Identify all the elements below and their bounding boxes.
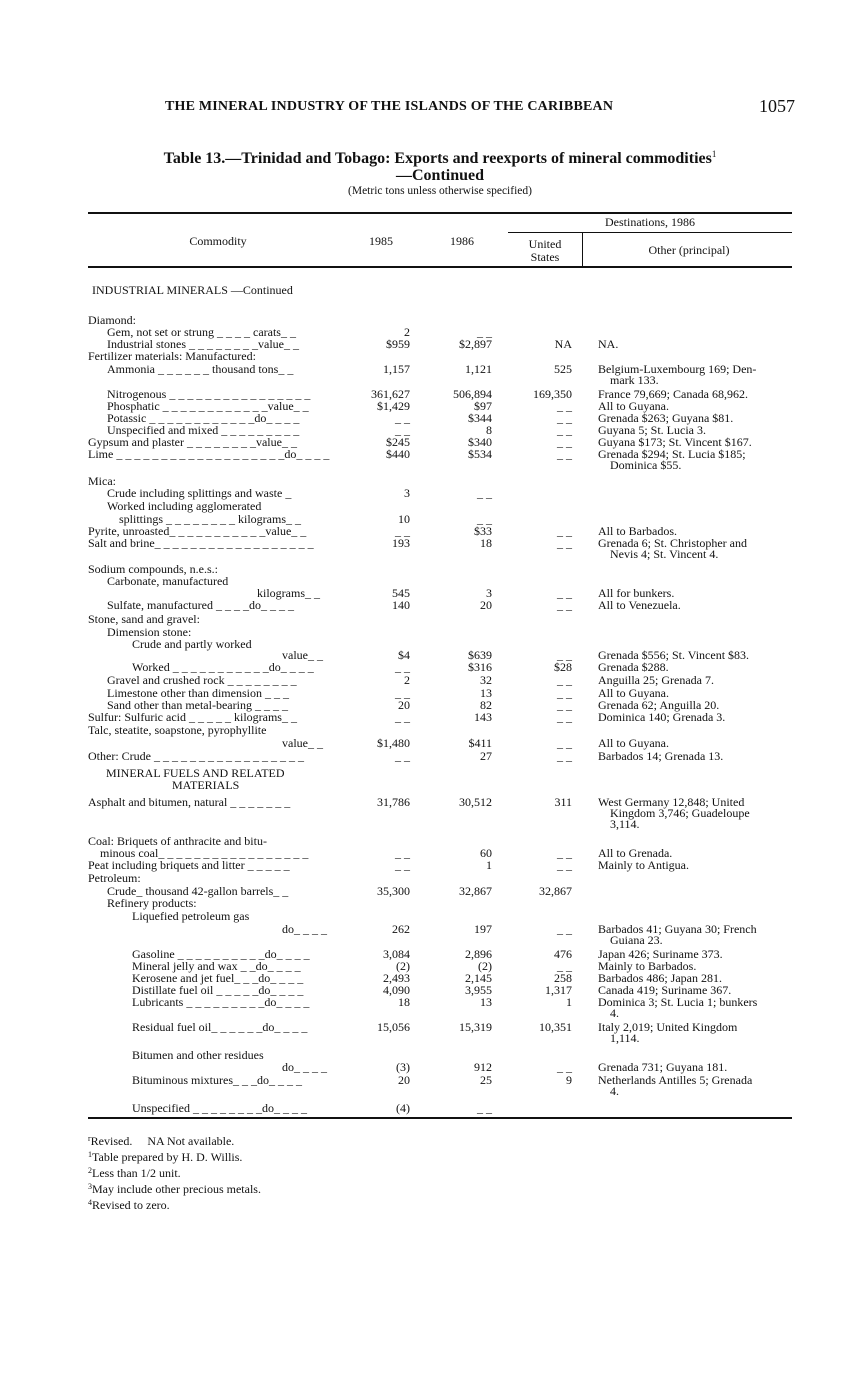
commodity-cell: Bitumen and other residues — [132, 1048, 264, 1062]
commodity-cell: Mineral jelly and wax _ _do_ _ _ _ — [132, 959, 301, 973]
value-1986-cell: 8 — [486, 423, 492, 437]
value-1986-cell: $316 — [468, 660, 492, 674]
commodity-cell: MATERIALS — [172, 778, 240, 792]
other-destinations-cell — [598, 600, 796, 611]
value-1985-cell: 2,493 — [383, 971, 410, 985]
other-destinations-line: NA. — [598, 337, 619, 351]
value-1985-cell: 18 — [398, 995, 410, 1009]
value-1985-cell: $440 — [386, 447, 410, 461]
value-1986-cell: $33 — [474, 524, 492, 538]
value-1985-cell: $4 — [398, 648, 410, 662]
united-states-line1: United — [528, 237, 562, 251]
value-1985-cell: 20 — [398, 698, 410, 712]
other-destinations-line: Japan 426; Suriname 373. — [598, 947, 723, 961]
other-destinations-cell — [598, 1022, 796, 1044]
other-destinations-line: Netherlands Antilles 5; Grenada — [598, 1073, 753, 1087]
value-1985-cell: $1,480 — [377, 736, 410, 750]
value-1986-cell: 3,955 — [465, 983, 492, 997]
value-1986-cell: 2,896 — [465, 947, 492, 961]
value-1986-cell: 13 — [480, 686, 492, 700]
value-1986-cell: 25 — [480, 1073, 492, 1087]
footnote — [88, 1148, 261, 1164]
table-bottom-rule — [88, 1117, 792, 1119]
united-states-cell: _ _ — [557, 686, 572, 700]
united-states-cell: 9 — [566, 1073, 572, 1087]
other-destinations-continuation: 1,114. — [610, 1031, 640, 1045]
united-states-cell: _ _ — [557, 435, 572, 449]
commodity-cell: Sand other than metal-bearing _ _ _ _ — [107, 698, 288, 712]
value-1986-cell: $411 — [468, 736, 492, 750]
value-1985-cell: _ _ — [395, 411, 410, 425]
other-destinations-line: France 79,669; Canada 68,962. — [598, 387, 748, 401]
value-1985-cell: $245 — [386, 435, 410, 449]
value-1986-cell: 32,867 — [459, 884, 492, 898]
commodity-cell: Lubricants _ _ _ _ _ _ _ _ _do_ _ _ _ — [132, 995, 310, 1009]
value-1986-cell: 2,145 — [465, 971, 492, 985]
commodity-cell: splittings _ _ _ _ _ _ _ _ kilograms_ _ — [119, 512, 302, 526]
commodity-cell: Peat including briquets and litter _ _ _ _ _ — [88, 858, 290, 872]
other-destinations-line: All to Barbados. — [598, 524, 677, 538]
value-1986-cell: $534 — [468, 447, 492, 461]
value-1986-cell: $639 — [468, 648, 492, 662]
commodity-cell: Unspecified and mixed _ _ _ _ _ _ _ _ _ — [107, 423, 300, 437]
commodity-cell: Refinery products: — [107, 896, 197, 910]
value-1985-cell: 2 — [404, 325, 410, 339]
commodity-cell: Pyrite, unroasted_ _ _ _ _ _ _ _ _ _ _value_ _ — [88, 524, 307, 538]
other-destinations-line: Grenada $288. — [598, 660, 669, 674]
value-1986-cell: $344 — [468, 411, 492, 425]
footnote-text: May include other precious metals. — [92, 1182, 261, 1196]
value-1985-cell: 2 — [404, 673, 410, 687]
other-destinations-line: Italy 2,019; United Kingdom — [598, 1020, 738, 1034]
other-destinations-line: Grenada 62; Anguilla 20. — [598, 698, 720, 712]
table-title-line1: Table 13.—Trinidad and Tobago: Exports and reexports of mineral commodities — [163, 150, 712, 167]
commodity-cell: Residual fuel oil_ _ _ _ _ _do_ _ _ _ — [132, 1020, 308, 1034]
united-states-cell: 525 — [554, 362, 572, 376]
united-states-cell: _ _ — [557, 524, 572, 538]
value-1985-cell: $959 — [386, 337, 410, 351]
value-1986-cell: 32 — [480, 673, 492, 687]
other-destinations-cell — [598, 662, 796, 673]
commodity-cell: value_ _ — [282, 736, 323, 750]
united-states-cell: _ _ — [557, 586, 572, 600]
value-1986-cell: 18 — [480, 536, 492, 550]
commodity-cell: Lime _ _ _ _ _ _ _ _ _ _ _ _ _ _ _ _ _ _ _do_ _ _ _ — [88, 447, 330, 461]
value-1985-cell: _ _ — [395, 858, 410, 872]
other-destinations-line: Grenada $556; St. Vincent $83. — [598, 648, 750, 662]
footnote-mark: 4 — [88, 1198, 92, 1207]
value-1985-cell: 361,627 — [371, 387, 410, 401]
other-destinations-line: Barbados 486; Japan 281. — [598, 971, 722, 985]
united-states-cell: _ _ — [557, 648, 572, 662]
commodity-cell: Fertilizer materials: Manufactured: — [88, 349, 256, 363]
commodity-cell: do_ _ _ _ — [282, 922, 327, 936]
united-states-cell: _ _ — [557, 749, 572, 763]
value-1985-cell: 1,157 — [383, 362, 410, 376]
other-destinations-line: Grenada $294; St. Lucia $185; — [598, 447, 746, 461]
other-destinations-continuation: mark 133. — [610, 373, 659, 387]
value-1985-cell: _ _ — [395, 423, 410, 437]
value-1986-cell: 27 — [480, 749, 492, 763]
other-destinations-cell — [598, 797, 796, 830]
other-destinations-line: Grenada $263; Guyana $81. — [598, 411, 734, 425]
commodity-cell: Gasoline _ _ _ _ _ _ _ _ _ _do_ _ _ _ — [132, 947, 310, 961]
commodity-cell: Gypsum and plaster _ _ _ _ _ _ _ _value_ _ — [88, 435, 297, 449]
other-destinations-line: All to Guyana. — [598, 399, 669, 413]
value-1985-cell: 140 — [392, 598, 410, 612]
other-destinations-line: All to Guyana. — [598, 686, 669, 700]
other-destinations-line: Mainly to Barbados. — [598, 959, 697, 973]
running-title: THE MINERAL INDUSTRY OF THE ISLANDS OF THE CARIBBEAN — [165, 99, 614, 114]
commodity-cell: Mica: — [88, 474, 116, 488]
table-title-line2: —Continued — [395, 167, 485, 184]
commodity-cell: Carbonate, manufactured — [107, 574, 229, 588]
other-destinations-cell — [598, 738, 796, 749]
other-destinations-line: Dominica 140; Grenada 3. — [598, 710, 726, 724]
value-1986-cell: (2) — [478, 959, 492, 973]
value-1985-cell: _ _ — [395, 686, 410, 700]
commodity-cell: Diamond: — [88, 313, 136, 327]
other-destinations-line: West Germany 12,848; United — [598, 795, 745, 809]
other-destinations-line: Mainly to Antigua. — [598, 858, 689, 872]
other-destinations-line: Guyana 5; St. Lucia 3. — [598, 423, 706, 437]
other-destinations-line: Grenada 6; St. Christopher and — [598, 536, 747, 550]
footnote — [88, 1164, 261, 1180]
united-states-line2: States — [530, 250, 560, 264]
value-1986-cell: _ _ — [477, 1101, 492, 1115]
commodity-cell: Sulfate, manufactured _ _ _ _do_ _ _ _ — [107, 598, 294, 612]
value-1986-cell: 30,512 — [459, 795, 492, 809]
year-1985-header: 1985 — [369, 234, 393, 248]
other-destinations-line: Canada 419; Suriname 367. — [598, 983, 732, 997]
commodity-cell: Coal: Briquets of anthracite and bitu- — [88, 834, 267, 848]
value-1985-cell: 545 — [392, 586, 410, 600]
value-1986-cell: 197 — [474, 922, 492, 936]
commodity-cell: Other: Crude _ _ _ _ _ _ _ _ _ _ _ _ _ _ _ _ _ — [88, 749, 304, 763]
value-1985-cell: 10 — [398, 512, 410, 526]
value-1986-cell: _ _ — [477, 325, 492, 339]
value-1985-cell: (3) — [396, 1060, 410, 1074]
commodity-cell: Petroleum: — [88, 871, 141, 885]
united-states-cell: _ _ — [557, 411, 572, 425]
other-destinations-cell — [598, 860, 796, 871]
value-1985-cell: 35,300 — [377, 884, 410, 898]
commodity-cell: Stone, sand and gravel: — [88, 612, 200, 626]
value-1985-cell: _ _ — [395, 710, 410, 724]
united-states-cell: 258 — [554, 971, 572, 985]
footnote — [88, 1180, 261, 1196]
value-1985-cell: 3 — [404, 486, 410, 500]
value-1986-cell: 506,894 — [453, 387, 492, 401]
title-footnote-mark: 1 — [711, 149, 717, 159]
commodity-cell: value_ _ — [282, 648, 323, 662]
other-destinations-line: All for bunkers. — [598, 586, 675, 600]
commodity-cell: Limestone other than dimension _ _ _ — [107, 686, 289, 700]
other-destinations-continuation: Dominica $55. — [610, 458, 682, 472]
united-states-cell: 169,350 — [533, 387, 572, 401]
other-destinations-line: Guyana $173; St. Vincent $167. — [598, 435, 752, 449]
united-states-cell: _ _ — [557, 536, 572, 550]
united-states-cell: 476 — [554, 947, 572, 961]
united-states-cell: _ _ — [557, 959, 572, 973]
other-destinations-cell — [598, 1075, 796, 1097]
commodity-cell: MINERAL FUELS AND RELATED — [106, 766, 285, 780]
footnote-mark: 1 — [88, 1150, 92, 1159]
united-states-cell: _ _ — [557, 598, 572, 612]
other-destinations-line: Grenada 731; Guyana 181. — [598, 1060, 728, 1074]
united-states-cell: _ _ — [557, 673, 572, 687]
other-destinations-cell — [598, 364, 796, 386]
commodity-cell: Ammonia _ _ _ _ _ _ thousand tons_ _ — [107, 362, 294, 376]
other-destinations-cell — [598, 751, 796, 762]
value-1986-cell: 143 — [474, 710, 492, 724]
value-1986-cell: $2,897 — [459, 337, 492, 351]
other-destinations-cell — [598, 997, 796, 1019]
other-destinations-continuation: 4. — [610, 1084, 619, 1098]
united-states-cell: _ _ — [557, 447, 572, 461]
other-destinations-cell — [598, 538, 796, 560]
commodity-cell: Crude and partly worked — [132, 637, 252, 651]
other-destinations-continuation: 4. — [610, 1006, 619, 1020]
value-1986-cell: 1 — [486, 858, 492, 872]
value-1986-cell: 82 — [480, 698, 492, 712]
commodity-cell: Nitrogenous _ _ _ _ _ _ _ _ _ _ _ _ _ _ _ _ — [107, 387, 311, 401]
value-1986-cell: 20 — [480, 598, 492, 612]
value-1985-cell: $1,429 — [377, 399, 410, 413]
commodity-cell: Phosphatic _ _ _ _ _ _ _ _ _ _ _ _value_ _ — [107, 399, 309, 413]
other-destinations-line: All to Grenada. — [598, 846, 673, 860]
value-1985-cell: 15,056 — [377, 1020, 410, 1034]
commodity-cell: Bituminous mixtures_ _ _do_ _ _ _ — [132, 1073, 303, 1087]
united-states-cell: _ _ — [557, 846, 572, 860]
other-principal-header: Other (principal) — [648, 243, 730, 257]
value-1986-cell: 60 — [480, 846, 492, 860]
value-1986-cell: 15,319 — [459, 1020, 492, 1034]
commodity-cell: Talc, steatite, soapstone, pyrophyllite — [88, 723, 267, 737]
commodity-cell: Liquefied petroleum gas — [132, 909, 250, 923]
united-states-cell: _ _ — [557, 698, 572, 712]
other-destinations-line: Barbados 14; Grenada 13. — [598, 749, 724, 763]
footnote-text: Revised. NA Not available. — [90, 1134, 235, 1148]
commodity-cell: INDUSTRIAL MINERALS —Continued — [92, 283, 293, 297]
value-1985-cell: _ _ — [395, 524, 410, 538]
united-states-cell: _ _ — [557, 399, 572, 413]
united-states-cell: 10,351 — [539, 1020, 572, 1034]
footnote — [88, 1132, 261, 1148]
commodity-cell: Dimension stone: — [107, 625, 192, 639]
commodity-cell: do_ _ _ _ — [282, 1060, 327, 1074]
value-1986-cell: $97 — [474, 399, 492, 413]
united-states-cell: _ _ — [557, 423, 572, 437]
other-destinations-line: Anguilla 25; Grenada 7. — [598, 673, 714, 687]
other-destinations-line: All to Guyana. — [598, 736, 669, 750]
value-1985-cell: 31,786 — [377, 795, 410, 809]
united-states-cell: _ _ — [557, 1060, 572, 1074]
footnote-text: Less than 1/2 unit. — [92, 1166, 181, 1180]
other-destinations-cell — [598, 712, 796, 723]
united-states-cell: _ _ — [557, 922, 572, 936]
commodity-cell: Crude_ thousand 42-gallon barrels_ _ — [107, 884, 289, 898]
other-destinations-cell — [598, 339, 796, 350]
footnote-mark: 2 — [88, 1166, 92, 1175]
commodity-cell: Sodium compounds, n.e.s.: — [88, 562, 219, 576]
united-states-cell: 311 — [554, 795, 572, 809]
commodity-cell: Unspecified _ _ _ _ _ _ _ _do_ _ _ _ — [132, 1101, 307, 1115]
commodity-cell: Gem, not set or strung _ _ _ _ carats_ _ — [107, 325, 296, 339]
value-1986-cell: _ _ — [477, 486, 492, 500]
united-states-cell: _ _ — [557, 736, 572, 750]
destinations-header: Destinations, 1986 — [605, 215, 695, 229]
united-states-cell: NA — [554, 337, 572, 351]
other-destinations-line: Dominica 3; St. Lucia 1; bunkers — [598, 995, 758, 1009]
other-destinations-continuation: Kingdom 3,746; Guadeloupe — [610, 806, 750, 820]
value-1986-cell: _ _ — [477, 512, 492, 526]
other-destinations-continuation: 3,114. — [610, 817, 640, 831]
year-1986-header: 1986 — [450, 234, 474, 248]
united-states-cell: 1 — [566, 995, 572, 1009]
value-1985-cell: (2) — [396, 959, 410, 973]
value-1985-cell: 193 — [392, 536, 410, 550]
commodity-cell: Distillate fuel oil _ _ _ _ _do_ _ _ _ — [132, 983, 304, 997]
united-states-cell: $28 — [554, 660, 572, 674]
commodity-cell: Industrial stones _ _ _ _ _ _ _ _value_ _ — [107, 337, 299, 351]
value-1985-cell: _ _ — [395, 660, 410, 674]
commodity-cell: Asphalt and bitumen, natural _ _ _ _ _ _ _ — [88, 795, 291, 809]
commodity-cell: Gravel and crushed rock _ _ _ _ _ _ _ _ — [107, 673, 297, 687]
united-states-cell: 1,317 — [545, 983, 572, 997]
value-1985-cell: 3,084 — [383, 947, 410, 961]
other-destinations-line: Barbados 41; Guyana 30; French — [598, 922, 757, 936]
commodity-cell: Potassic _ _ _ _ _ _ _ _ _ _ _ _do_ _ _ _ — [107, 411, 300, 425]
commodity-cell: Crude including splittings and waste _ — [107, 486, 292, 500]
footnote-text: Table prepared by H. D. Willis. — [92, 1150, 243, 1164]
value-1985-cell: 262 — [392, 922, 410, 936]
other-destinations-line: All to Venezuela. — [598, 598, 681, 612]
other-destinations-line: Belgium-Luxembourg 169; Den- — [598, 362, 757, 376]
commodity-cell: minous coal_ _ _ _ _ _ _ _ _ _ _ _ _ _ _ _ _ — [100, 846, 309, 860]
value-1986-cell: $340 — [468, 435, 492, 449]
commodity-header: Commodity — [189, 234, 247, 248]
commodity-cell: Sulfur: Sulfuric acid _ _ _ _ _ kilograms_ _ — [88, 710, 297, 724]
value-1986-cell: 1,121 — [465, 362, 492, 376]
value-1985-cell: _ _ — [395, 846, 410, 860]
other-destinations-cell — [598, 924, 796, 946]
commodity-cell: Worked including agglomerated — [107, 499, 262, 513]
value-1986-cell: 13 — [480, 995, 492, 1009]
other-destinations-cell — [598, 449, 796, 471]
value-1986-cell: 3 — [486, 586, 492, 600]
footnotes — [88, 1132, 261, 1212]
footnote — [88, 1196, 261, 1212]
value-1985-cell: 4,090 — [383, 983, 410, 997]
footnote-mark: 3 — [88, 1182, 92, 1191]
page-number: 1057 — [759, 96, 795, 116]
other-destinations-continuation: Nevis 4; St. Vincent 4. — [610, 547, 719, 561]
value-1986-cell: 912 — [474, 1060, 492, 1074]
united-states-cell: 32,867 — [539, 884, 572, 898]
value-1985-cell: _ _ — [395, 749, 410, 763]
value-1985-cell: (4) — [396, 1101, 410, 1115]
other-destinations-continuation: Guiana 23. — [610, 933, 663, 947]
united-states-cell: _ _ — [557, 710, 572, 724]
commodity-cell: Kerosene and jet fuel_ _ _do_ _ _ _ — [132, 971, 304, 985]
commodity-cell: kilograms_ _ — [257, 586, 320, 600]
commodity-cell: Salt and brine_ _ _ _ _ _ _ _ _ _ _ _ _ _ _ _ _ _ — [88, 536, 314, 550]
value-1985-cell: 20 — [398, 1073, 410, 1087]
other-destinations-cell — [598, 675, 796, 686]
footnote-mark: r — [88, 1134, 91, 1143]
commodity-cell: Worked _ _ _ _ _ _ _ _ _ _ _do_ _ _ _ — [132, 660, 314, 674]
united-states-cell: _ _ — [557, 858, 572, 872]
table-subtitle: (Metric tons unless otherwise specified) — [348, 185, 532, 197]
footnote-text: Revised to zero. — [92, 1198, 170, 1212]
other-destinations-cell — [598, 1062, 796, 1073]
